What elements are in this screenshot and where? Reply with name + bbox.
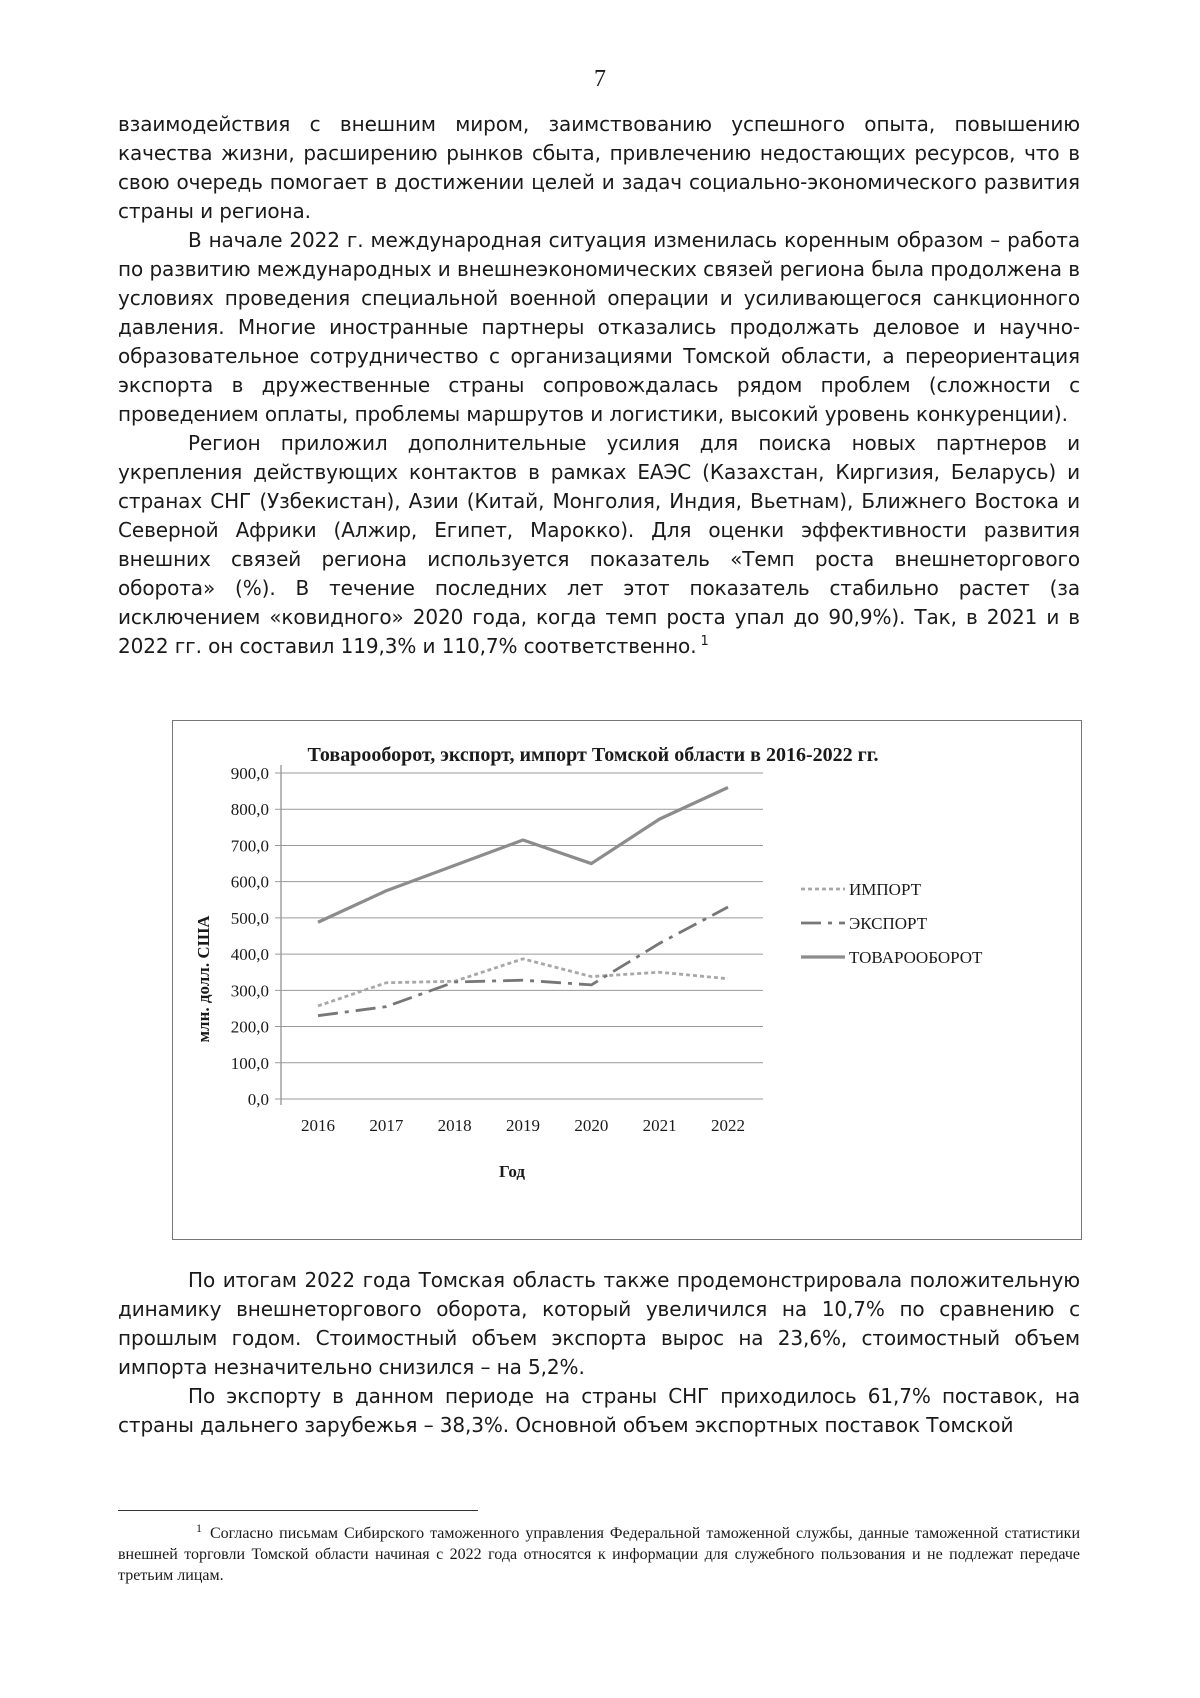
x-tick-label: 2017: [369, 1116, 404, 1135]
page-number: 7: [594, 66, 606, 92]
series-line-3: [318, 787, 728, 922]
legend-label: ИМПОРТ: [849, 880, 921, 899]
y-axis-ticks: [231, 764, 269, 1109]
paragraph: [118, 429, 1080, 661]
footnote-mark: 1: [196, 1520, 202, 1535]
body-text-bottom: [118, 1266, 1080, 1440]
x-tick-label: 2016: [301, 1116, 335, 1135]
y-axis-label: млн. долл. США: [194, 915, 213, 1043]
y-tick-label: 400,0: [230, 945, 269, 965]
body-text-top: [118, 110, 1080, 661]
paragraph: По экспорту в данном периоде на страны СНГ приходилось 61,7% поставок, на страны дальнего зарубежья – 38,3%. Основной объем экспортных поставок Томской: [118, 1384, 1080, 1437]
chart-title: Товарооборот, экспорт, импорт Томской области в 2016-2022 гг.: [307, 744, 879, 766]
legend-label: ТОВАРООБОРОТ: [849, 948, 983, 967]
legend-label: ЭКСПОРТ: [849, 914, 928, 933]
x-axis-label: Год: [499, 1162, 525, 1181]
x-tick-label: 2020: [574, 1116, 609, 1135]
x-tick-label: 2018: [437, 1116, 472, 1135]
chart-canvas: [173, 721, 1081, 1239]
x-axis-ticks: [301, 1116, 745, 1135]
series-line-1: [318, 959, 728, 1006]
y-tick-label: 300,0: [230, 981, 269, 1001]
x-tick-label: 2022: [711, 1116, 745, 1135]
y-tick-label: 700,0: [230, 836, 269, 856]
footnote-separator: [118, 1510, 478, 1511]
y-tick-label: 500,0: [230, 908, 269, 928]
x-tick-label: 2019: [506, 1116, 540, 1135]
gridlines: [275, 765, 763, 1105]
series-lines: [318, 787, 728, 1015]
y-tick-label: 600,0: [230, 872, 269, 892]
y-tick-label: 100,0: [230, 1053, 269, 1073]
footnote: [118, 1520, 1080, 1586]
y-tick-label: 800,0: [230, 800, 269, 820]
line-chart: [172, 720, 1082, 1240]
footnote-reference[interactable]: 1: [700, 634, 709, 650]
x-tick-label: 2021: [642, 1116, 677, 1135]
paragraph: В начале 2022 г. международная ситуация изменилась коренным образом – работа по развитию международных и внешнеэкономических связей региона была продолжена в условиях проведения специальной военной операции и усиливающегося санкционного давления. Многие иностранные партнеры отказались продолжать деловое и научно-образовательное сотрудничество с организациями Томской области, а переориентация экспорта в дружественные страны сопровождалась рядом проблем (сложности с проведением оплаты, проблемы маршрутов и логистики, высокий уровень конкуренции).: [118, 228, 1080, 426]
y-tick-label: 900,0: [230, 764, 269, 783]
paragraph: взаимодействия с внешним миром, заимствованию успешного опыта, повышению качества жизни, расширению рынков сбыта, привлечению недостающих ресурсов, что в свою очередь помогает в достижении целей и задач социально-экономического развития страны и региона.: [118, 112, 1080, 223]
y-tick-label: 0,0: [247, 1090, 269, 1109]
legend: [801, 880, 983, 967]
series-line-2: [318, 907, 728, 1016]
y-tick-label: 200,0: [230, 1017, 269, 1037]
paragraph: По итогам 2022 года Томская область также продемонстрировала положительную динамику внешнеторгового оборота, который увеличился на 10,7% по сравнению с прошлым годом. Стоимостный объем экспорта вырос на 23,6%, стоимостный объем импорта незначительно снизился – на 5,2%.: [118, 1268, 1080, 1379]
paragraph-text: Регион приложил дополнительные усилия для поиска новых партнеров и укрепления действующих контактов в рамках ЕАЭС (Казахстан, Киргизия, Беларусь) и странах СНГ (Узбекистан), Азии (Китай, Монголия, Индия, Вьетнам), Ближнего Востока и Северной Африки (Алжир, Египет, Марокко). Для оценки эффективности развития внешних связей региона используется показатель «Темп роста внешнеторгового оборота» (%). В течение последних лет этот показатель стабильно растет (за исключением «ковидного» 2020 года, когда темп роста упал до 90,9%). Так, в 2021 и в 2022 гг. он составил 119,3% и 110,7% соответственно.: [118, 431, 1080, 658]
footnote-text: Согласно письмам Сибирского таможенного управления Федеральной таможенной службы, данные таможенной статистики внешней торговли Томской области начиная с 2022 года относятся к информации для служебного пользования и не подлежат передаче третьим лицам.: [118, 1525, 1080, 1584]
